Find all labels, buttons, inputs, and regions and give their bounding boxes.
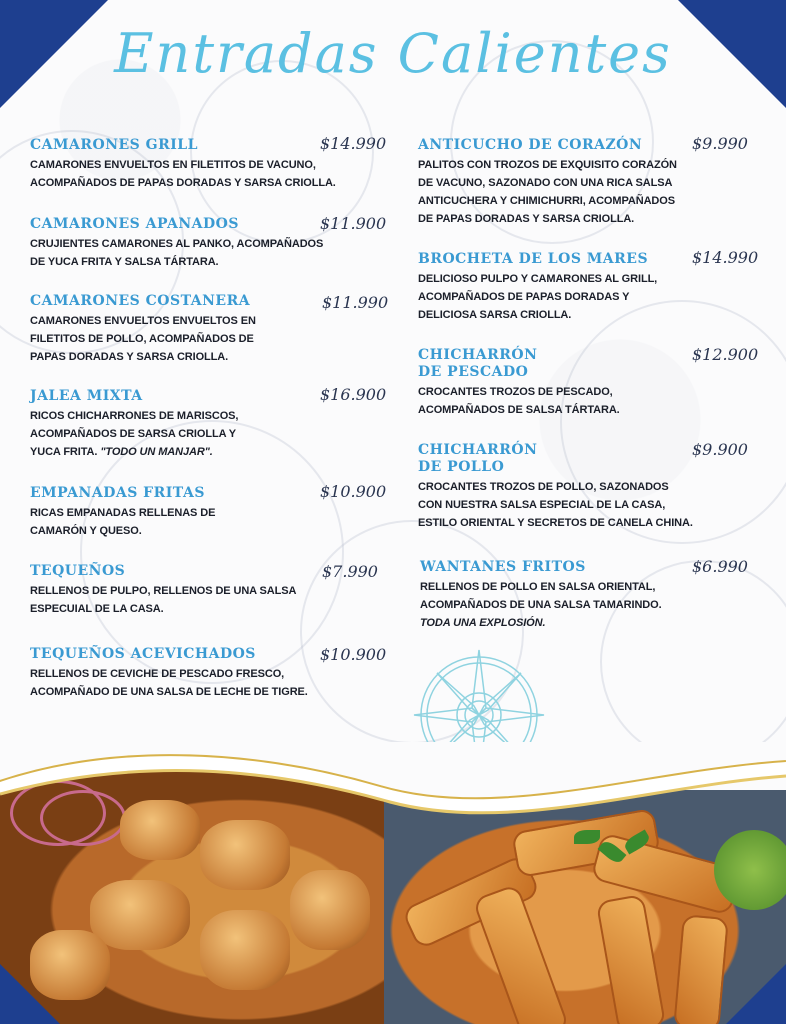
item-price: $6.990 — [692, 557, 748, 576]
item-description — [30, 582, 386, 618]
fried-roll — [472, 883, 570, 1024]
corner-decoration — [726, 964, 786, 1024]
item-name: CAMARONES APANADOS — [30, 216, 239, 232]
desc-line: FILETITOS DE POLLO, ACOMPAÑADOS DE — [30, 333, 254, 345]
desc-line: CAMARONES ENVUELTOS EN FILETITOS DE VACUNO, — [30, 159, 316, 171]
menu-item — [418, 134, 758, 228]
desc-emphasis: TODA UNA EXPLOSIÓN. — [420, 617, 546, 629]
item-description — [30, 407, 386, 461]
item-name: JALEA MIXTA — [30, 388, 143, 404]
item-name: TEQUEÑOS — [30, 563, 126, 579]
item-description — [30, 665, 386, 701]
item-price: $11.900 — [320, 214, 387, 233]
desc-line: ESTILO ORIENTAL Y SECRETOS DE CANELA CHINA. — [418, 517, 693, 529]
desc-line: DELICIOSO PULPO Y CAMARONES AL GRILL, — [418, 273, 658, 285]
guacamole-bowl — [714, 830, 786, 910]
fried-piece — [290, 870, 370, 950]
item-price: $9.900 — [692, 440, 748, 459]
desc-line: RELLENOS DE POLLO EN SALSA ORIENTAL, — [420, 581, 656, 593]
desc-line: RELLENOS DE CEVICHE DE PESCADO FRESCO, — [30, 668, 285, 680]
item-price: $12.900 — [692, 345, 759, 364]
desc-line: PALITOS CON TROZOS DE EXQUISITO CORAZÓN — [418, 159, 677, 171]
item-name: TEQUEÑOS ACEVICHADOS — [30, 646, 256, 662]
item-name-line: DE POLLO — [418, 459, 505, 475]
item-price: $9.990 — [692, 134, 748, 153]
item-name: EMPANADAS FRITAS — [30, 485, 205, 501]
desc-line: RELLENOS DE PULPO, RELLENOS DE UNA SALSA — [30, 585, 297, 597]
menu-item — [30, 293, 389, 366]
item-price: $14.990 — [692, 248, 759, 267]
corner-decoration — [0, 964, 60, 1024]
fried-roll — [596, 894, 667, 1024]
item-price: $14.990 — [320, 134, 387, 153]
menu-item — [30, 563, 386, 618]
item-description — [30, 235, 386, 271]
desc-text: YUCA FRITA. — [30, 446, 98, 458]
menu-item — [418, 442, 758, 532]
item-description — [30, 504, 386, 540]
item-price: $16.900 — [320, 385, 387, 404]
item-description — [418, 478, 758, 532]
desc-line: DE YUCA FRITA Y SALSA TÁRTARA. — [30, 256, 219, 268]
desc-line: ANTICUCHERA Y CHIMICHURRI, ACOMPAÑADOS — [418, 195, 675, 207]
desc-line: DE VACUNO, SAZONADO CON UNA RICA SALSA — [418, 177, 673, 189]
menu-item — [30, 482, 387, 540]
menu-item — [420, 559, 760, 632]
desc-line: CAMARÓN Y QUESO. — [30, 525, 142, 537]
page-title: Entradas Calientes — [114, 22, 672, 85]
item-description — [30, 156, 386, 192]
desc-line: ACOMPAÑADO DE UNA SALSA DE LECHE DE TIGRE. — [30, 686, 308, 698]
item-name: WANTANES FRITOS — [420, 559, 586, 575]
fried-roll — [673, 914, 729, 1024]
cilantro-leaf — [574, 830, 600, 844]
item-name-line: DE PESCADO — [418, 364, 529, 380]
menu-item — [30, 646, 386, 701]
wave-divider — [0, 742, 786, 832]
desc-line: PAPAS DORADAS Y SARSA CRIOLLA. — [30, 351, 229, 363]
desc-line: CON NUESTRA SALSA ESPECIAL DE LA CASA, — [418, 499, 666, 511]
desc-line: CRUJIENTES CAMARONES AL PANKO, ACOMPAÑADOS — [30, 238, 324, 250]
desc-line — [30, 443, 386, 461]
item-name: ANTICUCHO DE CORAZÓN — [418, 137, 643, 153]
desc-line: CROCANTES TROZOS DE PESCADO, — [418, 386, 613, 398]
item-description — [418, 156, 758, 228]
desc-line: RICAS EMPANADAS RELLENAS DE — [30, 507, 216, 519]
desc-line: DE PAPAS DORADAS Y SARSA CRIOLLA. — [418, 213, 635, 225]
item-name-line: CHICHARRÓN — [418, 442, 538, 458]
item-name: CAMARONES COSTANERA — [30, 293, 251, 309]
fried-piece — [90, 880, 190, 950]
fried-piece — [200, 910, 290, 990]
desc-line: ACOMPAÑADOS DE UNA SALSA TAMARINDO. — [420, 599, 662, 611]
desc-line: CAMARONES ENVUELTOS ENVUELTOS EN — [30, 315, 256, 327]
item-name: BROCHETA DE LOS MARES — [418, 251, 649, 267]
desc-line: RICOS CHICHARRONES DE MARISCOS, — [30, 410, 239, 422]
item-price: $10.900 — [320, 482, 387, 501]
item-description — [418, 270, 758, 324]
item-price: $11.990 — [322, 293, 389, 312]
desc-line: ACOMPAÑADOS DE PAPAS DORADAS Y — [418, 291, 630, 303]
item-price: $7.990 — [322, 562, 378, 581]
desc-line: ACOMPAÑADOS DE SARSA CRIOLLA Y — [30, 428, 237, 440]
desc-line: CROCANTES TROZOS DE POLLO, SAZONADOS — [418, 481, 669, 493]
item-description — [30, 312, 386, 366]
item-name: CAMARONES GRILL — [30, 137, 198, 153]
desc-line: ACOMPAÑADOS DE PAPAS DORADAS Y SARSA CRIOLLA. — [30, 177, 336, 189]
desc-line: ACOMPAÑADOS DE SALSA TÁRTARA. — [418, 404, 620, 416]
menu-item — [418, 347, 758, 419]
desc-line: DELICIOSA SARSA CRIOLLA. — [418, 309, 572, 321]
desc-emphasis: "TODO UN MANJAR". — [100, 446, 213, 458]
menu-item — [30, 134, 387, 192]
menu-item — [418, 248, 759, 324]
menu-item — [30, 216, 386, 271]
desc-line: ESPECUIAL DE LA CASA. — [30, 603, 164, 615]
item-price: $10.900 — [320, 645, 387, 664]
menu-item — [30, 385, 387, 461]
item-name-line: CHICHARRÓN — [418, 347, 538, 363]
item-description — [420, 578, 760, 632]
item-description — [418, 383, 758, 419]
